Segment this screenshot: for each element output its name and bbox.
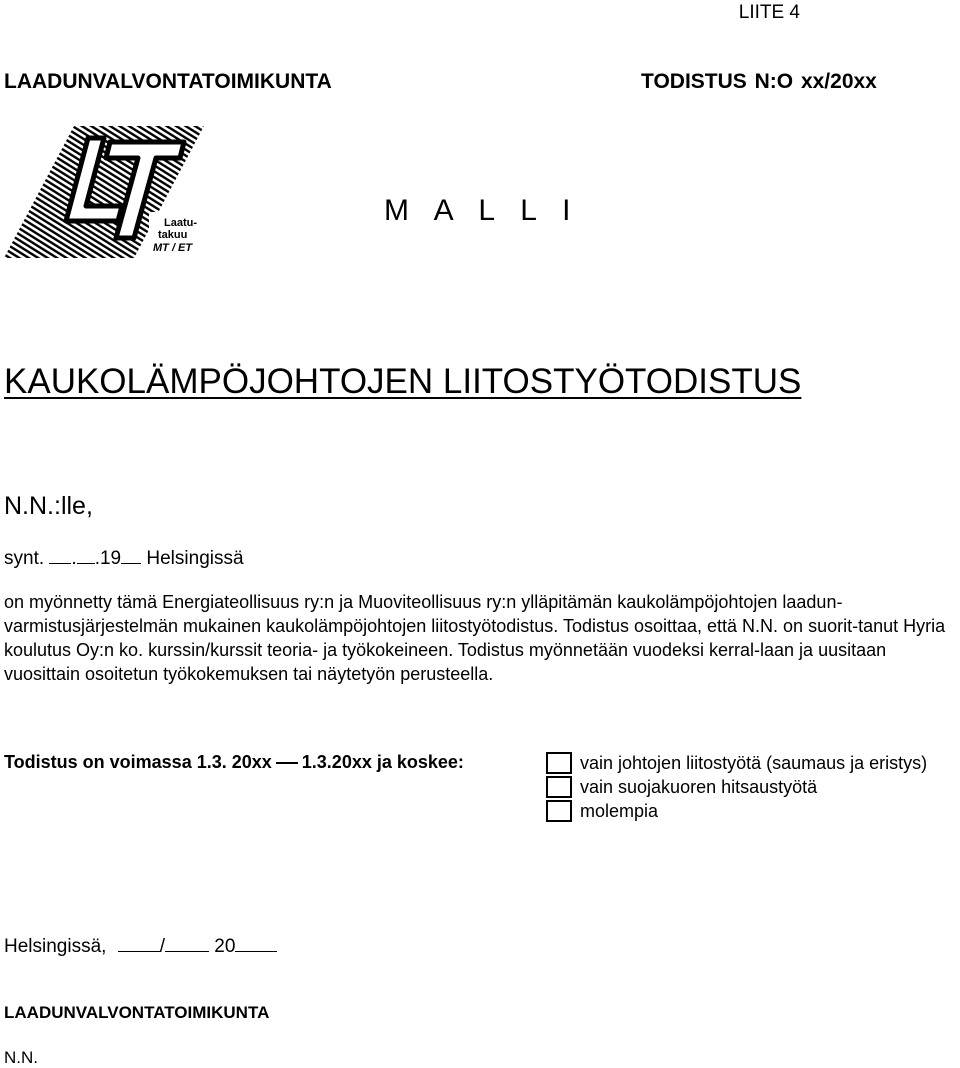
validity-line <box>4 752 464 773</box>
checkbox[interactable] <box>546 800 572 822</box>
certificate-number: TODISTUS N:O xx/20xx <box>641 70 877 93</box>
signatory-name: N.N. <box>4 1048 38 1067</box>
date-year-blank[interactable] <box>235 951 277 952</box>
scope-option-joints[interactable] <box>546 751 927 775</box>
validity-end: 1.3.20xx ja koskee: <box>301 752 464 772</box>
birth-month-blank[interactable] <box>77 563 95 564</box>
certificate-body-text: on myönnetty tämä Energiateollisuus ry:n ja Muoviteollisuus ry:n ylläpitämän kaukolämpöjohtojen laadun-varmistusjärjestelmän mukainen kaukolämpöjohtojen liitostyötodistus. Todistus osoittaa, että N.N. on suorit-tanut Hyria koulutus Oy:n ko. kurssin/kurssit teoria- ja työkokeineen. Todistus myönnetään vuodeksi kerral-laan ja uusitaan vuosittain osoitetun työkokemuksen tai näytetyön perusteella. <box>4 592 946 684</box>
signature-place: Helsingissä, <box>4 936 107 957</box>
date-month-blank[interactable] <box>165 951 209 952</box>
logo-caption-1: Laatu- <box>164 217 197 229</box>
date-slash: / <box>159 936 165 957</box>
birth-year-blank[interactable] <box>121 563 141 564</box>
birth-day-blank[interactable] <box>49 563 71 564</box>
date-day-blank[interactable] <box>118 951 160 952</box>
option-label: vain johtojen liitostyötä (saumaus ja eristys) <box>580 752 928 773</box>
signature-place-date <box>4 936 277 958</box>
birth-dot: . <box>71 548 77 569</box>
watermark-label: M A L L I <box>384 194 580 227</box>
page-title: KAUKOLÄMPÖJOHTOJEN LIITOSTYÖTODISTUS <box>4 362 802 401</box>
recipient-greeting: N.N.:lle, <box>4 492 93 520</box>
birth-place: Helsingissä <box>146 548 244 569</box>
appendix-label: LIITE 4 <box>738 2 800 23</box>
signature-committee: LAADUNVALVONTATOIMIKUNTA <box>4 1003 270 1022</box>
validity-dash <box>276 762 298 764</box>
committee-header: LAADUNVALVONTATOIMIKUNTA <box>4 70 332 93</box>
birth-year: .19 <box>94 548 122 569</box>
scope-option-welding[interactable] <box>546 775 927 799</box>
scope-options <box>546 751 927 823</box>
logo-caption-2: takuu <box>158 229 188 241</box>
date-year-prefix: 20 <box>214 936 236 957</box>
birth-prefix: synt. <box>4 548 45 569</box>
logo-caption-3: MT / ET <box>153 242 193 254</box>
option-label: vain suojakuoren hitsaustyötä <box>580 776 818 797</box>
option-label: molempia <box>580 800 659 821</box>
scope-option-both[interactable] <box>546 799 927 823</box>
birth-line <box>4 548 244 570</box>
checkbox[interactable] <box>546 776 572 798</box>
lt-logo <box>4 126 204 258</box>
validity-start: Todistus on voimassa 1.3. 20xx <box>4 752 272 772</box>
checkbox[interactable] <box>546 752 572 774</box>
